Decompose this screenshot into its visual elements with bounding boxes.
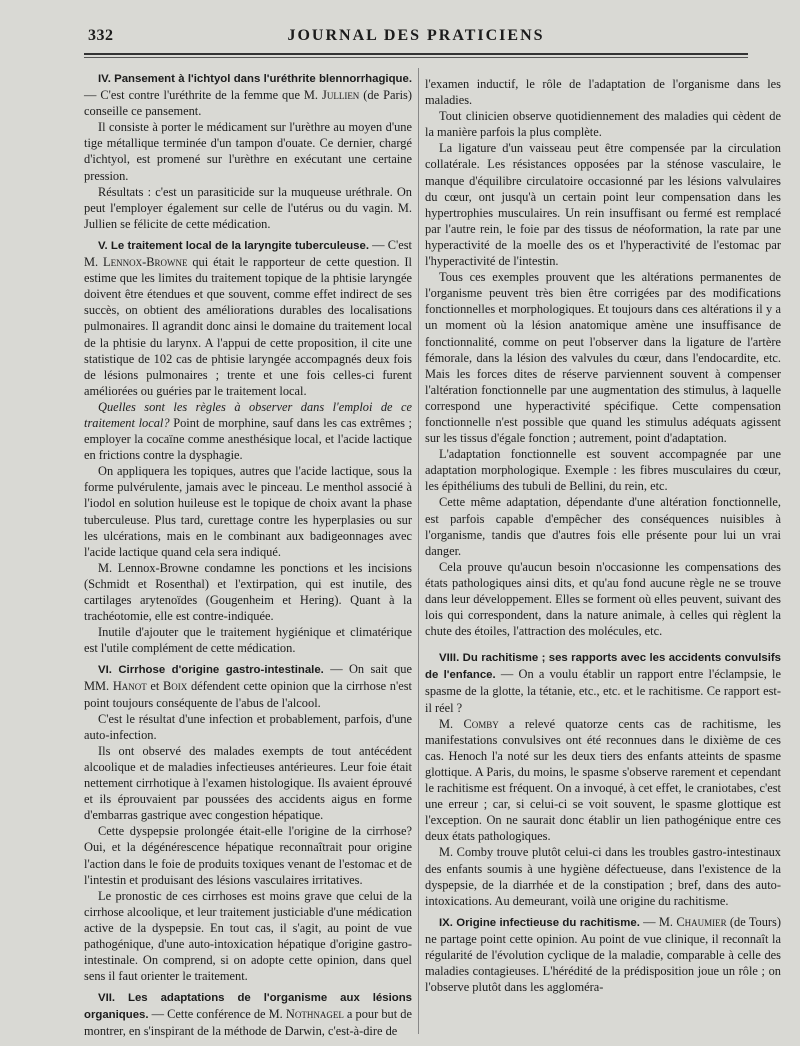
author-name: Hanot [112,679,147,694]
right-column [425,76,781,995]
author-name: Jullien [322,88,360,103]
author-name: Lennox-Browne [103,255,188,270]
section-number: VI. [98,664,112,677]
paragraph: On appliquera les topiques, autres que l'acide lactique, sous la forme pulvérulente, jamais avec le pinceau. Le menthol associé à l'iodol en solution huileuse est le topique de choix avant la phase tuberculeuse. Plus tard, curettage contre les hyperplasies ou sur les ulcérations, mais en le combinant aux badigeonnages avec l'acide lactique quand cela sera indiqué. [84,464,412,559]
section-vii-paragraph [84,989,412,1039]
paragraph: C'est le résultat d'une infection et probablement, parfois, d'une auto-infection. [84,711,412,742]
section-number: VIII. [439,652,460,665]
section-ix-paragraph [425,914,781,995]
paragraph: Cela prouve qu'aucun besoin n'occasionne les compensations des états pathologiques ainsi dits, et qu'au fond aucune règle ne se trouve dans leur développement. Elles se forment où elles peuvent, suivant des lois qui correspondent, dans la nature animale, à celles qui règlent la chute des étoiles, l'attraction des molécules, etc. [425,559,781,639]
paragraph: Cette dyspepsie prolongée était-elle l'origine de la cirrhose? Oui, et la dégénérescence hépatique reconnaîtrait pour origine l'action dans le foie de produits toxiques venant de l'estomac et de l'intestin et produisant des lésions vasculaires irritatives. [84,824,412,887]
header-rule [84,53,748,55]
left-column [84,70,412,1040]
paragraph: Résultats : c'est un parasiticide sur la muqueuse uréthrale. On peut l'employer également sur celle de l'utérus ou du vagin. M. Jullien se félicite de cette médication. [84,184,412,231]
section-title: Du rachitisme ; ses rapports avec les accidents convulsifs de l'enfance. [425,652,781,682]
column-divider [418,68,419,1034]
section-title: Origine infectieuse du rachitisme. [456,916,640,929]
text: (de Tours) ne partage point cette opinion. Au point de vue clinique, il reconnaît la régularité de l'évolution cyclique de la maladie, comparable à celle des maladies contagieuses. L'hérédité de la prédisposition joue un rôle ; on l'observe plutôt dans les aggloméra- [425,914,781,995]
section-viii-paragraph [425,649,781,715]
paragraph: M. Lennox-Browne condamne les ponctions et les incisions (Schmidt et Rosenthal) et l'extirpation, qui est inutile, des cartilages arytenoïdes (Gougenheim et Hering). Quant à la trachéotomie, elle est contre-indiquée. [84,560,412,624]
paragraph: La ligature d'un vaisseau peut être compensée par la circulation collatérale. Les résistances opposées par la sténose vasculaire, le manque d'équilibre circulatoire occasionné par les lésions valvulaires du cœur, ont jusqu'à un certain point leur compensation dans les hypertrophies musculaires. Un rein insuffisant ou fermé est remplacé par l'autre rein, le foie par des tissus de néoformation, la rate par une hyperactivité de la moelle des os et l'hyperactivité de l'estomac par l'hyperactivité de l'intestin. [425,141,781,269]
section-title: Cirrhose d'origine gastro-intestinale. [118,664,324,677]
paragraph: M. Comby trouve plutôt celui-ci dans les troubles gastro-intestinaux des enfants soumis à une hygiène défectueuse, dans l'existence de la dyspepsie, de la diarrhée et de la constipation ; bref, dans des auto-intoxications. Au demeurant, voilà une origine du rachitisme. [425,845,781,908]
paragraph: Inutile d'ajouter que le traitement hygiénique et climatérique est l'utile complément de cette médication. [84,625,412,656]
section-number: V. [98,239,108,252]
paragraph: Le pronostic de ces cirrhoses est moins grave que celui de la cirrhose alcoolique, et leur traitement justiciable d'une médication active de la dyspepsie. En tout cas, il s'agit, au point de vue pathogénique, d'une auto-intoxication hépatique d'origine gastro-intestinale. On comprend, si on adopte cette opinion, dans quel sens il faut orienter le traitement. [84,888,412,984]
text: — M. [639,914,673,929]
paragraph: L'adaptation fonctionnelle est souvent accompagnée par une adaptation morphologique. Exemple : les fibres musculaires du cœur, les épithéliums des tubuli de Bellini, du rein, etc. [425,447,781,494]
text: a pour but de montrer, en s'inspirant de la méthode de Darwin, c'est-à-dire de [84,1007,412,1039]
section-number: IX. [439,916,453,929]
author-name: Chaumier [676,914,727,929]
italic-question: Quelles sont les règles à observer dans l'emploi de ce traitement local? [84,399,412,430]
paragraph-continued: l'examen inductif, le rôle de l'adaptation de l'organisme dans les maladies. [425,77,781,108]
text: a relevé quatorze cents cas de rachitisme, les manifestations convulsives ont été reconnues dans le dixième de ces cas. Henoch l'a noté sur les deux tiers des enfants atteints de spasme glottique. A Paris, du moins, le spasme s'observe rarement et cependant le rachitisme est fréquent. On a invoqué, à cet effet, le craniotabes, c'est une erreur ; car, si celui-ci se voit souvent, le spasme glottique est l'exception. On ne saurait donc établir un lien pathogénique entre ces deux états pathologiques. [425,716,781,844]
paragraph: Tous ces exemples prouvent que les altérations permanentes de l'organisme peuvent très bien être corrigées par des modifications fonctionnelles et morphologiques. Et toujours dans ces altérations il y a un moment où la lésion anatomique amène une insuffisance de fonctionnalité, comme on peut l'observer dans la ligature de l'artère fémorale, dans la lésion des valvules du cœur, dans l'endocardite, etc. Mais les forces dites de réserve parviennent souvent à compenser l'altération fonctionnelle par une augmentation des stimulus, à laquelle correspond une hyperactivité spécifique. Cette compensation fonctionnelle n'est possible que quand les stimulus adéquats agissent sur les tissus d'égale fonction ; autrement, point d'adaptation. [425,270,781,446]
paragraph: Tout clinicien observe quotidiennement des maladies qui cèdent de la manière parfois la plus complète. [425,109,781,140]
paragraph: Cette même adaptation, dépendante d'une altération fonctionnelle, est parfois capable d'empêcher des conséquences nuisibles à l'organisme, tandis que d'autres fois elle présente pour lui un vrai danger. [425,495,781,558]
text: M. [439,716,454,731]
author-name: Comby [463,716,499,731]
section-vi-paragraph [84,661,412,710]
paragraph: Il consiste à porter le médicament sur l'urèthre au moyen d'une tige métallique terminée d'un tampon d'ouate. Ce dernier, chargé d'ichtyol, est promené sur l'urèthre en exécutant une certaine pression. [84,120,412,183]
page-number: 332 [88,27,114,44]
text: — On sait que MM. [84,662,412,694]
section-title: Le traitement local de la laryngite tuberculeuse. [110,239,369,252]
text: — On a voulu établir un rapport entre l'éclampsie, le spasme de la glotte, la tétanie, etc., etc. et le rachitisme. Ce rapport est-il réel ? [425,667,781,715]
text: défendent cette opinion que la cirrhose n'est point toujours conséquente de l'abus de l'alcool. [84,679,412,710]
section-number: IV. [98,73,111,85]
journal-title: JOURNAL DES PRATICIENS [287,27,545,44]
text: qui était le rapporteur de cette question. Il estime que les limites du traitement topique de la phtisie laryngée doivent être étendues et que souvent, comme effet indirect de ses succès, on obtient des améliorations durables des localisations pulmonaires. Il agrandit donc ainsi le domaine du traitement local de la phtisie du larynx. A l'appui de cette proposition, il cite une statistique de 102 cas de phtisie laryngée accompagnés deux fois de lésions pulmonaires ; trente et une fois celles-ci furent améliorées ou guéries par le traitement local. [84,255,412,398]
text: — C'est contre l'uréthrite de la femme que M. [84,88,319,103]
section-v-paragraph [84,237,412,399]
section-number: VII. [98,992,116,1005]
text: — Cette conférence de M. [148,1007,283,1022]
section-title: Pansement à l'ichtyol dans l'uréthrite blennorrhagique. [114,73,412,85]
author-name: Nothnagel [285,1007,344,1022]
page-header [84,27,748,51]
section-title: Les adaptations de l'organisme aux lésions organiques. [84,992,412,1022]
text: — C'est M. [84,237,412,270]
section-iv-paragraph [84,70,412,119]
text: et [146,679,164,694]
text: Point de morphine, sauf dans les cas extrêmes ; employer la cocaïne comme anesthésique local, et l'acide lactique en frictions contre la dysphagie. [84,415,412,463]
paragraph [425,716,781,845]
author-name: Boix [163,679,188,694]
text: (de Paris) conseille ce pansement. [84,88,412,119]
paragraph: Ils ont observé des malades exempts de tout antécédent alcoolique et de maladies infectieuses antérieures. Leur foie était nettement cirrhotique à l'examen histologique. Ils avaient éprouvé et ils éprouvaient par poussées des accidents aigus en forme d'embarras gastrique avec congestion hépatique. [84,743,412,823]
header-rule-thin [84,57,748,58]
paragraph [84,399,412,463]
